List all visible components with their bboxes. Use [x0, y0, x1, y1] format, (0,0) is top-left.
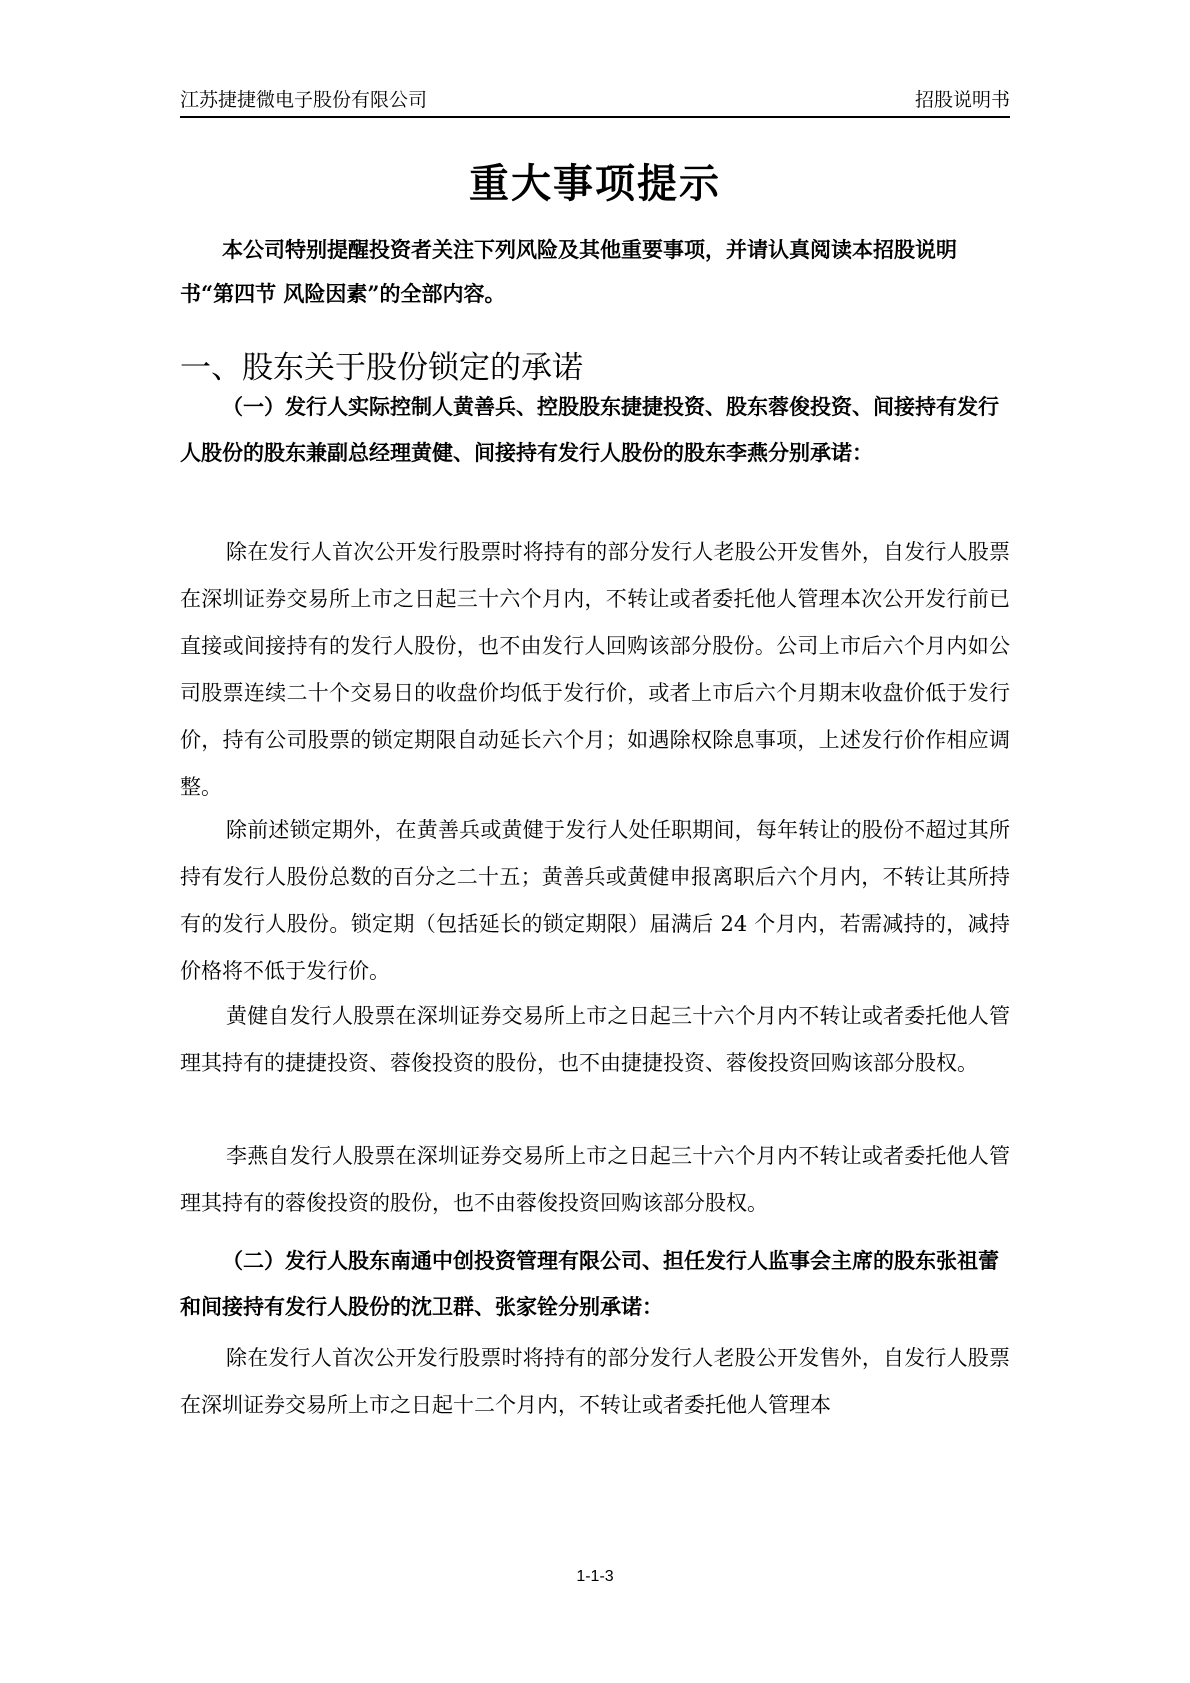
page-number: 1-1-3 [576, 1568, 614, 1585]
paragraph-4: 李燕自发行人股票在深圳证券交易所上市之日起三十六个月内不转让或者委托他人管理其持有的蓉俊投资的股份，也不由蓉俊投资回购该部分股权。 [180, 1144, 1010, 1215]
paragraph-3: 黄健自发行人股票在深圳证券交易所上市之日起三十六个月内不转让或者委托他人管理其持有的捷捷投资、蓉俊投资的股份，也不由捷捷投资、蓉俊投资回购该部分股权。 [180, 1004, 1010, 1075]
paragraph-2: 除前述锁定期外，在黄善兵或黄健于发行人处任职期间，每年转让的股份不超过其所持有发行人股份总数的百分之二十五；黄善兵或黄健申报离职后六个月内，不转让其所持有的发行人股份。锁定期（包括延长的锁定期限）届满后 24 个月内，若需减持的，减持价格将不低于发行价。 [180, 818, 1010, 983]
page-header [180, 80, 1010, 118]
subsection-2-heading: （二）发行人股东南通中创投资管理有限公司、担任发行人监事会主席的股东张祖蕾和间接持有发行人股份的沈卫群、张家铨分别承诺： [180, 1248, 999, 1319]
paragraph-5: 除在发行人首次公开发行股票时将持有的部分发行人老股公开发售外，自发行人股票在深圳证券交易所上市之日起十二个月内，不转让或者委托他人管理本 [180, 1346, 1010, 1417]
section-heading: 一、股东关于股份锁定的承诺 [180, 350, 583, 386]
page-title: 重大事项提示 [469, 160, 721, 207]
paragraph-1: 除在发行人首次公开发行股票时将持有的部分发行人老股公开发售外，自发行人股票在深圳证券交易所上市之日起三十六个月内，不转让或者委托他人管理本次公开发行前已直接或间接持有的发行人股份，也不由发行人回购该部分股份。公司上市后六个月内如公司股票连续二十个交易日的收盘价均低于发行价，或者上市后六个月期末收盘价低于发行价，持有公司股票的锁定期限自动延长六个月；如遇除权除息事项，上述发行价作相应调整。 [180, 540, 1010, 799]
header-doc-type: 招股说明书 [914, 89, 1010, 111]
intro-paragraph: 本公司特别提醒投资者关注下列风险及其他重要事项，并请认真阅读本招股说明书“第四节 风险因素”的全部内容。 [180, 237, 957, 306]
header-company: 江苏捷捷微电子股份有限公司 [180, 89, 428, 111]
subsection-1-heading: （一）发行人实际控制人黄善兵、控股股东捷捷投资、股东蓉俊投资、间接持有发行人股份的股东兼副总经理黄健、间接持有发行人股份的股东李燕分别承诺： [180, 394, 999, 465]
